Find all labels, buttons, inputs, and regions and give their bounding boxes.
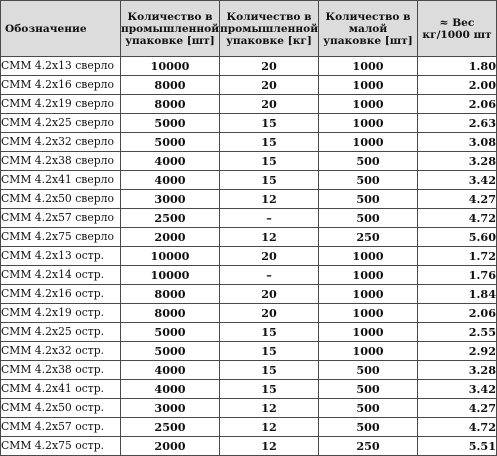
- cell-bulk-qty-kg: 15: [220, 133, 319, 152]
- cell-designation: СММ 4.2x19 сверло: [1, 95, 121, 114]
- cell-small-pack-pcs: 1000: [319, 76, 418, 95]
- cell-small-pack-pcs: 1000: [319, 323, 418, 342]
- table-row: [1, 399, 497, 418]
- cell-bulk-qty-kg: –: [220, 266, 319, 285]
- cell-bulk-qty-pcs: 5000: [121, 323, 220, 342]
- cell-small-pack-pcs: 1000: [319, 342, 418, 361]
- cell-bulk-qty-kg: 20: [220, 285, 319, 304]
- cell-designation: СММ 4.2x57 сверло: [1, 209, 121, 228]
- table-row: [1, 76, 497, 95]
- cell-weight: 3.42: [418, 380, 497, 399]
- cell-designation: СММ 4.2x25 сверло: [1, 114, 121, 133]
- cell-bulk-qty-pcs: 8000: [121, 76, 220, 95]
- cell-small-pack-pcs: 500: [319, 209, 418, 228]
- cell-weight: 4.27: [418, 190, 497, 209]
- cell-bulk-qty-pcs: 4000: [121, 171, 220, 190]
- cell-designation: СММ 4.2x75 сверло: [1, 228, 121, 247]
- table-row: [1, 285, 497, 304]
- cell-bulk-qty-kg: 12: [220, 437, 319, 456]
- cell-designation: СММ 4.2x32 сверло: [1, 133, 121, 152]
- cell-small-pack-pcs: 1000: [319, 133, 418, 152]
- cell-bulk-qty-kg: 15: [220, 152, 319, 171]
- cell-designation: СММ 4.2x16 сверло: [1, 76, 121, 95]
- cell-designation: СММ 4.2x25 остр.: [1, 323, 121, 342]
- header-row: [1, 1, 497, 57]
- table-row: [1, 190, 497, 209]
- cell-designation: СММ 4.2x50 остр.: [1, 399, 121, 418]
- cell-designation: СММ 4.2x50 сверло: [1, 190, 121, 209]
- header-bulk-qty-kg: Количество в промышленной упаковке [кг]: [220, 1, 319, 57]
- cell-bulk-qty-pcs: 4000: [121, 152, 220, 171]
- table-row: [1, 171, 497, 190]
- cell-weight: 1.72: [418, 247, 497, 266]
- cell-bulk-qty-pcs: 10000: [121, 247, 220, 266]
- cell-small-pack-pcs: 500: [319, 171, 418, 190]
- cell-bulk-qty-kg: 20: [220, 247, 319, 266]
- cell-bulk-qty-pcs: 10000: [121, 266, 220, 285]
- cell-small-pack-pcs: 1000: [319, 95, 418, 114]
- cell-designation: СММ 4.2x75 остр.: [1, 437, 121, 456]
- cell-weight: 4.72: [418, 209, 497, 228]
- cell-weight: 3.42: [418, 171, 497, 190]
- cell-bulk-qty-pcs: 3000: [121, 399, 220, 418]
- cell-small-pack-pcs: 500: [319, 418, 418, 437]
- table-row: [1, 114, 497, 133]
- table-row: [1, 57, 497, 76]
- cell-bulk-qty-pcs: 4000: [121, 361, 220, 380]
- cell-small-pack-pcs: 1000: [319, 57, 418, 76]
- cell-weight: 2.55: [418, 323, 497, 342]
- cell-bulk-qty-kg: 12: [220, 190, 319, 209]
- cell-bulk-qty-pcs: 5000: [121, 114, 220, 133]
- cell-weight: 3.28: [418, 152, 497, 171]
- cell-weight: 3.08: [418, 133, 497, 152]
- cell-weight: 2.92: [418, 342, 497, 361]
- cell-bulk-qty-kg: 15: [220, 361, 319, 380]
- cell-small-pack-pcs: 1000: [319, 114, 418, 133]
- cell-bulk-qty-kg: 15: [220, 323, 319, 342]
- cell-bulk-qty-kg: 15: [220, 342, 319, 361]
- cell-bulk-qty-kg: 20: [220, 57, 319, 76]
- cell-designation: СММ 4.2x14 остр.: [1, 266, 121, 285]
- cell-bulk-qty-kg: 15: [220, 171, 319, 190]
- cell-bulk-qty-kg: –: [220, 209, 319, 228]
- header-small-pack-pcs: Количество в малой упаковке [шт]: [319, 1, 418, 57]
- cell-bulk-qty-kg: 12: [220, 399, 319, 418]
- cell-bulk-qty-pcs: 2000: [121, 228, 220, 247]
- table-row: [1, 266, 497, 285]
- cell-small-pack-pcs: 1000: [319, 247, 418, 266]
- cell-small-pack-pcs: 500: [319, 399, 418, 418]
- cell-small-pack-pcs: 500: [319, 361, 418, 380]
- cell-small-pack-pcs: 1000: [319, 266, 418, 285]
- cell-designation: СММ 4.2x41 сверло: [1, 171, 121, 190]
- cell-bulk-qty-pcs: 8000: [121, 95, 220, 114]
- cell-weight: 5.60: [418, 228, 497, 247]
- cell-weight: 2.06: [418, 304, 497, 323]
- cell-bulk-qty-pcs: 2500: [121, 209, 220, 228]
- cell-small-pack-pcs: 250: [319, 228, 418, 247]
- cell-weight: 2.63: [418, 114, 497, 133]
- cell-small-pack-pcs: 1000: [319, 304, 418, 323]
- table-header: [1, 1, 497, 57]
- cell-small-pack-pcs: 500: [319, 152, 418, 171]
- header-bulk-qty-pcs: Количество в промышленной упаковке [шт]: [121, 1, 220, 57]
- cell-small-pack-pcs: 500: [319, 190, 418, 209]
- cell-weight: 5.51: [418, 437, 497, 456]
- cell-designation: СММ 4.2x38 остр.: [1, 361, 121, 380]
- table-row: [1, 247, 497, 266]
- cell-bulk-qty-kg: 20: [220, 95, 319, 114]
- cell-designation: СММ 4.2x19 остр.: [1, 304, 121, 323]
- cell-bulk-qty-pcs: 4000: [121, 380, 220, 399]
- cell-weight: 3.28: [418, 361, 497, 380]
- cell-designation: СММ 4.2x38 сверло: [1, 152, 121, 171]
- cell-weight: 4.27: [418, 399, 497, 418]
- table-row: [1, 209, 497, 228]
- cell-designation: СММ 4.2x32 остр.: [1, 342, 121, 361]
- cell-designation: СММ 4.2x13 остр.: [1, 247, 121, 266]
- table-row: [1, 361, 497, 380]
- table-row: [1, 418, 497, 437]
- header-weight-per-1000: ≈ Вес кг/1000 шт: [418, 1, 497, 57]
- table-row: [1, 152, 497, 171]
- cell-weight: 1.76: [418, 266, 497, 285]
- cell-bulk-qty-pcs: 5000: [121, 133, 220, 152]
- cell-bulk-qty-kg: 15: [220, 114, 319, 133]
- cell-bulk-qty-pcs: 3000: [121, 190, 220, 209]
- cell-bulk-qty-pcs: 2000: [121, 437, 220, 456]
- cell-weight: 4.72: [418, 418, 497, 437]
- cell-designation: СММ 4.2x13 сверло: [1, 57, 121, 76]
- cell-weight: 2.00: [418, 76, 497, 95]
- table-body: [1, 57, 497, 456]
- table-row: [1, 304, 497, 323]
- cell-bulk-qty-pcs: 8000: [121, 304, 220, 323]
- cell-small-pack-pcs: 500: [319, 380, 418, 399]
- cell-weight: 2.06: [418, 95, 497, 114]
- cell-bulk-qty-kg: 20: [220, 304, 319, 323]
- cell-bulk-qty-kg: 20: [220, 76, 319, 95]
- cell-designation: СММ 4.2x41 остр.: [1, 380, 121, 399]
- cell-bulk-qty-pcs: 2500: [121, 418, 220, 437]
- cell-designation: СММ 4.2x57 остр.: [1, 418, 121, 437]
- cell-bulk-qty-pcs: 10000: [121, 57, 220, 76]
- cell-bulk-qty-kg: 15: [220, 380, 319, 399]
- table-row: [1, 323, 497, 342]
- cell-bulk-qty-kg: 12: [220, 418, 319, 437]
- table-row: [1, 133, 497, 152]
- cell-bulk-qty-pcs: 8000: [121, 285, 220, 304]
- cell-bulk-qty-kg: 12: [220, 228, 319, 247]
- table-row: [1, 380, 497, 399]
- cell-bulk-qty-pcs: 5000: [121, 342, 220, 361]
- table-row: [1, 437, 497, 456]
- header-designation: Обозначение: [1, 1, 121, 57]
- cell-weight: 1.84: [418, 285, 497, 304]
- cell-designation: СММ 4.2x16 остр.: [1, 285, 121, 304]
- table-row: [1, 95, 497, 114]
- cell-weight: 1.80: [418, 57, 497, 76]
- table-row: [1, 342, 497, 361]
- cell-small-pack-pcs: 250: [319, 437, 418, 456]
- table-row: [1, 228, 497, 247]
- cell-small-pack-pcs: 1000: [319, 285, 418, 304]
